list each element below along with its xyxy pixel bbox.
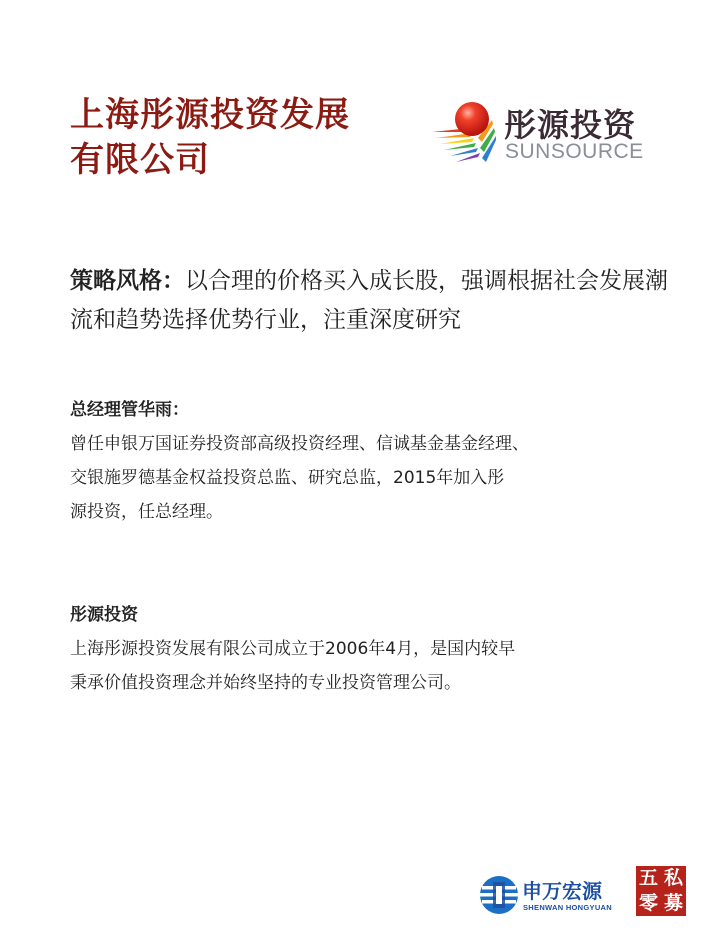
about-line-1: 上海彤源投资发展有限公司成立于2006年4月，是国内较早 <box>70 639 516 659</box>
strategy-paragraph <box>70 262 670 340</box>
brand-name-cn: 彤源投资 <box>504 106 637 144</box>
stamp-char-2: 私 <box>663 867 683 889</box>
shenwan-globe-icon <box>478 874 520 916</box>
about-line-2: 秉承价值投资理念并始终坚持的专业投资管理公司。 <box>70 673 461 693</box>
sun-ball-icon <box>430 98 502 168</box>
manager-section <box>70 393 660 529</box>
shenwan-hongyuan-logo <box>478 872 618 918</box>
footer-logo-en: SHENWAN HONGYUAN <box>523 903 612 912</box>
manager-line-1: 曾任申银万国证券投资部高级投资经理、信诚基金基金经理、 <box>70 434 529 454</box>
company-title-line-1: 上海彤源投资发展 <box>70 95 350 135</box>
about-section <box>70 598 660 700</box>
company-title <box>70 93 400 183</box>
stamp-char-1: 五 <box>638 867 658 889</box>
footer-logo-cn: 申万宏源 <box>522 879 602 903</box>
manager-heading: 总经理管华雨： <box>70 400 189 420</box>
stamp-char-4: 募 <box>663 892 683 914</box>
wusi-lingmu-stamp <box>636 866 686 916</box>
about-heading: 彤源投资 <box>70 605 138 625</box>
sunsource-logo <box>430 98 645 168</box>
company-title-line-2: 有限公司 <box>70 140 210 180</box>
brand-name-en: SUNSOURCE <box>505 140 644 163</box>
manager-line-2: 交银施罗德基金权益投资总监、研究总监，2015年加入彤 <box>70 468 505 488</box>
manager-line-3: 源投资，任总经理。 <box>70 502 223 522</box>
stamp-char-3: 零 <box>638 892 658 914</box>
strategy-text: 以合理的价格买入成长股，强调根据社会发展潮流和趋势选择优势行业，注重深度研究 <box>70 268 668 333</box>
strategy-label: 策略风格： <box>70 268 185 294</box>
